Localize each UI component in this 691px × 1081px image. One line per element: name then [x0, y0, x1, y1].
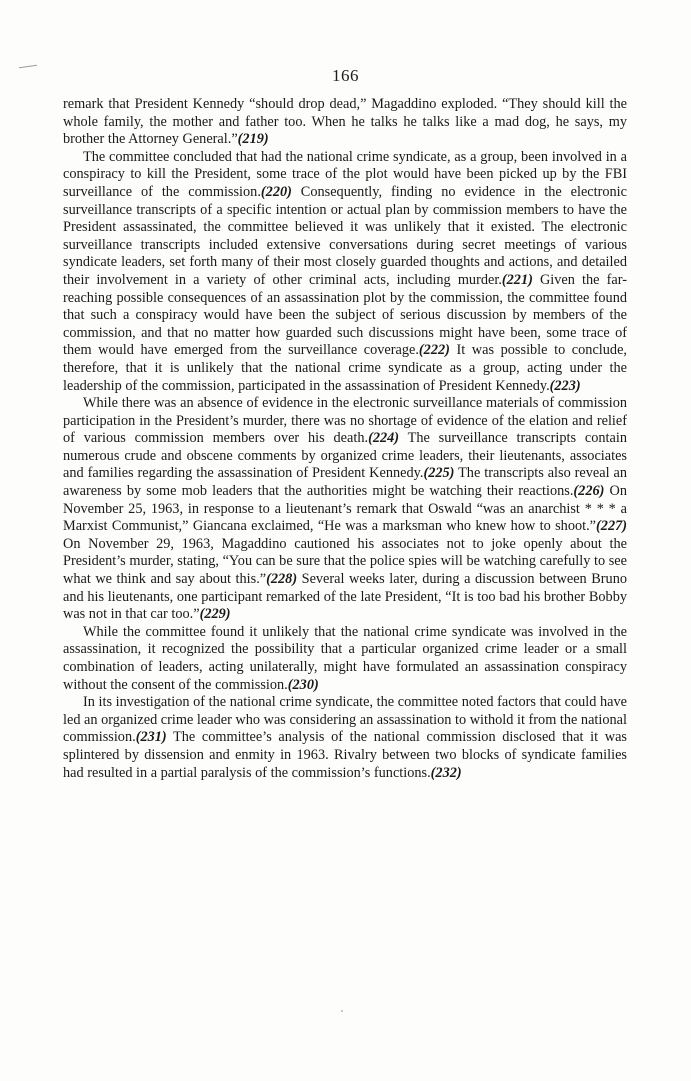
footnote-reference: (224) [368, 430, 400, 447]
text-run: On November 25, 1963, in response to a lieutenant’s remark that Oswald “was an anarchist * * * a Marxist Communist,” Giancana exclaimed, “He was a marksman who knew how to shoot.” [63, 483, 627, 535]
footnote-reference: (228) [266, 571, 298, 588]
body-text [63, 96, 627, 782]
bottom-speck [341, 1010, 343, 1012]
footnote-reference: (221) [501, 271, 533, 288]
text-run: The surveillance transcripts contain numerous crude and obscene comments by organized crime leaders, their lieutenants, associates and families regarding the assassination of President Kennedy. [63, 430, 627, 482]
paragraph [63, 149, 627, 395]
footnote-reference: (223) [549, 377, 581, 394]
text-run: Given the far-reaching possible consequences of an assassination plot by the commission, the committee found that such a conspiracy would have been the subject of serious discussion by members of the commission, and that no matter how guarded such discussions might have been, some trace of them would have emerged from the surveillance coverage. [63, 271, 627, 359]
text-run: The committee’s analysis of the national commission disclosed that it was splintered by dissension and enmity in 1963. Rivalry between two blocks of syndicate families had resulted in a partial paralysis of the commission’s functions. [63, 729, 627, 781]
text-run: remark that President Kennedy “should drop dead,” Magaddino exploded. “They should kill the whole family, the mother and father too. When he talks he talks like a mad dog, he says, my brother the Attorney General.” [63, 96, 627, 148]
text-run: While the committee found it unlikely that the national crime syndicate was involved in the assassination, it recognized the possibility that a particular organized crime leader or a small combination of leaders, acting unilaterally, might have formulated an assassination conspiracy without the consent of the commission. [63, 623, 627, 693]
text-run: The committee concluded that had the national crime syndicate, as a group, been involved in a conspiracy to kill the President, some trace of the plot would have been picked up by the FBI surveillance of the commission. [63, 148, 627, 200]
paragraph [63, 395, 627, 624]
footnote-reference: (225) [423, 465, 455, 482]
footnote-reference: (232) [430, 764, 462, 781]
paragraph [63, 694, 627, 782]
footnote-reference: (230) [287, 676, 319, 693]
page-number: 166 [332, 66, 359, 85]
footnote-reference: (227) [596, 518, 627, 535]
text-run: The transcripts also reveal an awareness by some mob leaders that the authorities might be watching their reactions. [63, 465, 627, 500]
footnote-reference: (226) [573, 483, 605, 500]
footnote-reference: (231) [135, 729, 167, 746]
footnote-reference: (229) [199, 606, 231, 623]
footnote-reference: (222) [418, 342, 450, 359]
text-run: While there was an absence of evidence in the electronic surveillance materials of commission participation in the President’s murder, there was no shortage of evidence of the elation and relief of various commission members over his death. [63, 395, 627, 447]
text-run: Several weeks later, during a discussion between Bruno and his lieutenants, one participant remarked of the late President, “It is too bad his brother Bobby was not in that car too.” [63, 571, 627, 623]
text-run: Consequently, finding no evidence in the electronic surveillance transcripts of a specific intention or actual plan by commission members to have the President assassinated, the committee believed it was unlikely that it existed. The electronic surveillance transcripts included extensive conversations during secret meetings of various syndicate leaders, set forth many of their most closely guarded thoughts and actions, and detailed their involvement in a variety of other criminal acts, including murder. [63, 183, 627, 288]
footnote-reference: (220) [260, 183, 292, 200]
text-run: On November 29, 1963, Magaddino cautioned his associates not to joke openly about the President’s murder, stating, “You can be sure that the police spies will be watching carefully to see what we think and say about this.” [63, 535, 627, 588]
footnote-reference: (219) [237, 131, 269, 148]
text-run: It was possible to conclude, therefore, that it is unlikely that the national crime syndicate as a group, acting under the leadership of the commission, participated in the assassination of President Kennedy. [63, 342, 627, 394]
paragraph [63, 96, 627, 149]
paragraph [63, 624, 627, 694]
text-run: In its investigation of the national crime syndicate, the committee noted factors that could have led an organized crime leader who was considering an assassination to withold it from the national commission. [63, 694, 627, 746]
